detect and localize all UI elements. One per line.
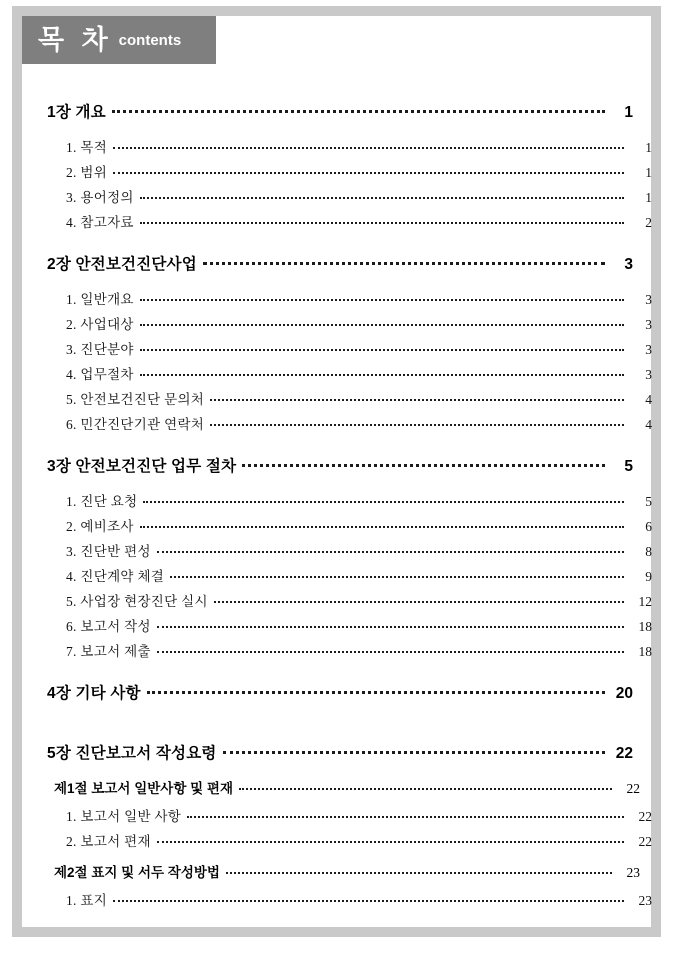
toc-item-page-number: 3 (645, 292, 652, 307)
toc-chapter-block (47, 252, 652, 438)
toc-item-page-number: 6 (645, 519, 652, 534)
toc-item-label: 2. 범위 (66, 165, 108, 180)
toc-item-page-number: 9 (645, 569, 652, 584)
toc-chapter-row[interactable] (47, 100, 633, 130)
toc-chapter-block (47, 681, 633, 711)
dot-leader (157, 651, 624, 653)
toc-item-row[interactable] (66, 830, 652, 855)
toc-item-row[interactable] (66, 805, 652, 830)
toc-item-label: 4. 참고자료 (66, 215, 134, 230)
toc-item-row[interactable] (66, 136, 652, 161)
toc-section-page-number: 23 (626, 865, 640, 880)
toc-item-row[interactable] (66, 161, 652, 186)
toc-item-page-number: 3 (645, 367, 652, 382)
toc-chapter-row[interactable] (47, 454, 633, 484)
toc-section-label: 제1절 보고서 일반사항 및 편재 (54, 781, 234, 796)
toc-item-page-number: 2 (645, 215, 652, 230)
toc-item-page-number: 18 (638, 644, 652, 659)
toc-item-label: 2. 보고서 편재 (66, 834, 151, 849)
toc-section-row[interactable] (54, 777, 640, 805)
toc-item-page-number: 18 (638, 619, 652, 634)
dot-leader (187, 816, 624, 818)
toc-item-page-number: 1 (645, 165, 652, 180)
toc-chapter-label: 3장 안전보건진단 업무 절차 (47, 458, 237, 475)
toc-chapter-label: 2장 안전보건진단사업 (47, 256, 197, 273)
toc-section-row[interactable] (54, 861, 640, 889)
toc-chapter-page-number: 22 (615, 745, 633, 762)
dot-leader (203, 262, 605, 265)
toc-chapter-page-number: 3 (624, 256, 633, 273)
toc-chapter-page-number: 1 (624, 104, 633, 121)
toc-item-page-number: 4 (645, 417, 652, 432)
dot-leader (140, 222, 624, 224)
toc-item-page-number: 8 (645, 544, 652, 559)
toc-item-row[interactable] (66, 490, 652, 515)
toc-item-row[interactable] (66, 540, 652, 565)
toc-section-label: 제2절 표지 및 서두 작성방법 (54, 865, 220, 880)
toc-item-label: 6. 민간진단기관 연락처 (66, 417, 205, 432)
toc-item-label: 1. 일반개요 (66, 292, 134, 307)
toc-item-row[interactable] (66, 288, 652, 313)
toc-chapter-row[interactable] (47, 252, 633, 282)
toc-item-label: 4. 진단계약 체결 (66, 569, 165, 584)
toc-item-page-number: 22 (638, 809, 652, 824)
dot-leader (140, 324, 624, 326)
toc-chapter-block (47, 741, 652, 914)
toc-item-label: 4. 업무절차 (66, 367, 134, 382)
toc-item-label: 7. 보고서 제출 (66, 644, 151, 659)
toc-item-row[interactable] (66, 211, 652, 236)
toc-item-row[interactable] (66, 413, 652, 438)
dot-leader (140, 349, 624, 351)
toc-item-page-number: 23 (638, 893, 652, 908)
toc-item-label: 2. 사업대상 (66, 317, 134, 332)
toc-item-row[interactable] (66, 313, 652, 338)
chapter-spacer (47, 236, 633, 252)
dot-leader (147, 691, 605, 694)
toc-item-page-number: 1 (645, 190, 652, 205)
toc-item-page-number: 12 (638, 594, 652, 609)
toc-item-label: 5. 사업장 현장진단 실시 (66, 594, 208, 609)
dot-leader (242, 464, 605, 467)
toc-chapter-page-number: 5 (624, 458, 633, 475)
dot-leader (113, 900, 624, 902)
toc-item-row[interactable] (66, 615, 652, 640)
toc-item-label: 6. 보고서 작성 (66, 619, 151, 634)
dot-leader (170, 576, 624, 578)
toc-banner (22, 16, 216, 64)
dot-leader (143, 501, 624, 503)
toc-entry-list (47, 100, 652, 914)
toc-chapter-block (47, 100, 652, 236)
toc-item-row[interactable] (66, 363, 652, 388)
dot-leader (210, 424, 624, 426)
toc-chapter-label: 5장 진단보고서 작성요령 (47, 745, 217, 762)
dot-leader (157, 626, 624, 628)
dot-leader (157, 551, 624, 553)
dot-leader (140, 374, 624, 376)
toc-item-row[interactable] (66, 565, 652, 590)
toc-chapter-label: 4장 기타 사항 (47, 685, 141, 702)
toc-item-label: 1. 보고서 일반 사항 (66, 809, 182, 824)
dot-leader (140, 526, 624, 528)
toc-item-page-number: 3 (645, 317, 652, 332)
toc-item-page-number: 22 (638, 834, 652, 849)
dot-leader (113, 147, 624, 149)
toc-banner-title-korean: 목 차 (38, 24, 113, 55)
dot-leader (214, 601, 624, 603)
chapter-spacer (47, 438, 633, 454)
toc-item-page-number: 1 (645, 140, 652, 155)
toc-item-page-number: 5 (645, 494, 652, 509)
toc-item-label: 3. 진단반 편성 (66, 544, 151, 559)
chapter-spacer (47, 665, 633, 681)
toc-item-label: 3. 진단분야 (66, 342, 134, 357)
toc-item-label: 1. 진단 요청 (66, 494, 138, 509)
toc-item-page-number: 4 (645, 392, 652, 407)
toc-item-row[interactable] (66, 590, 652, 615)
toc-item-row[interactable] (66, 640, 652, 665)
toc-item-label: 3. 용어정의 (66, 190, 134, 205)
toc-item-label: 1. 표지 (66, 893, 108, 908)
dot-leader (140, 197, 624, 199)
toc-item-row[interactable] (66, 186, 652, 211)
dot-leader (140, 299, 624, 301)
dot-leader (157, 841, 624, 843)
toc-item-label: 2. 예비조사 (66, 519, 134, 534)
toc-chapter-row[interactable] (47, 681, 633, 711)
toc-chapter-label: 1장 개요 (47, 104, 106, 121)
toc-item-page-number: 3 (645, 342, 652, 357)
toc-chapter-block (47, 454, 652, 665)
toc-item-label: 1. 목적 (66, 140, 108, 155)
dot-leader (113, 172, 624, 174)
toc-section-page-number: 22 (626, 781, 640, 796)
dot-leader (223, 751, 605, 754)
toc-chapter-row[interactable] (47, 741, 633, 771)
chapter-spacer (47, 711, 633, 741)
toc-banner-title-english: contents (118, 31, 182, 49)
dot-leader (239, 788, 612, 790)
dot-leader (210, 399, 624, 401)
toc-item-label: 5. 안전보건진단 문의처 (66, 392, 205, 407)
toc-item-row[interactable] (66, 889, 652, 914)
toc-item-row[interactable] (66, 515, 652, 540)
dot-leader (226, 872, 612, 874)
toc-item-row[interactable] (66, 338, 652, 363)
toc-item-row[interactable] (66, 388, 652, 413)
dot-leader (112, 110, 605, 113)
toc-chapter-page-number: 20 (615, 685, 633, 702)
